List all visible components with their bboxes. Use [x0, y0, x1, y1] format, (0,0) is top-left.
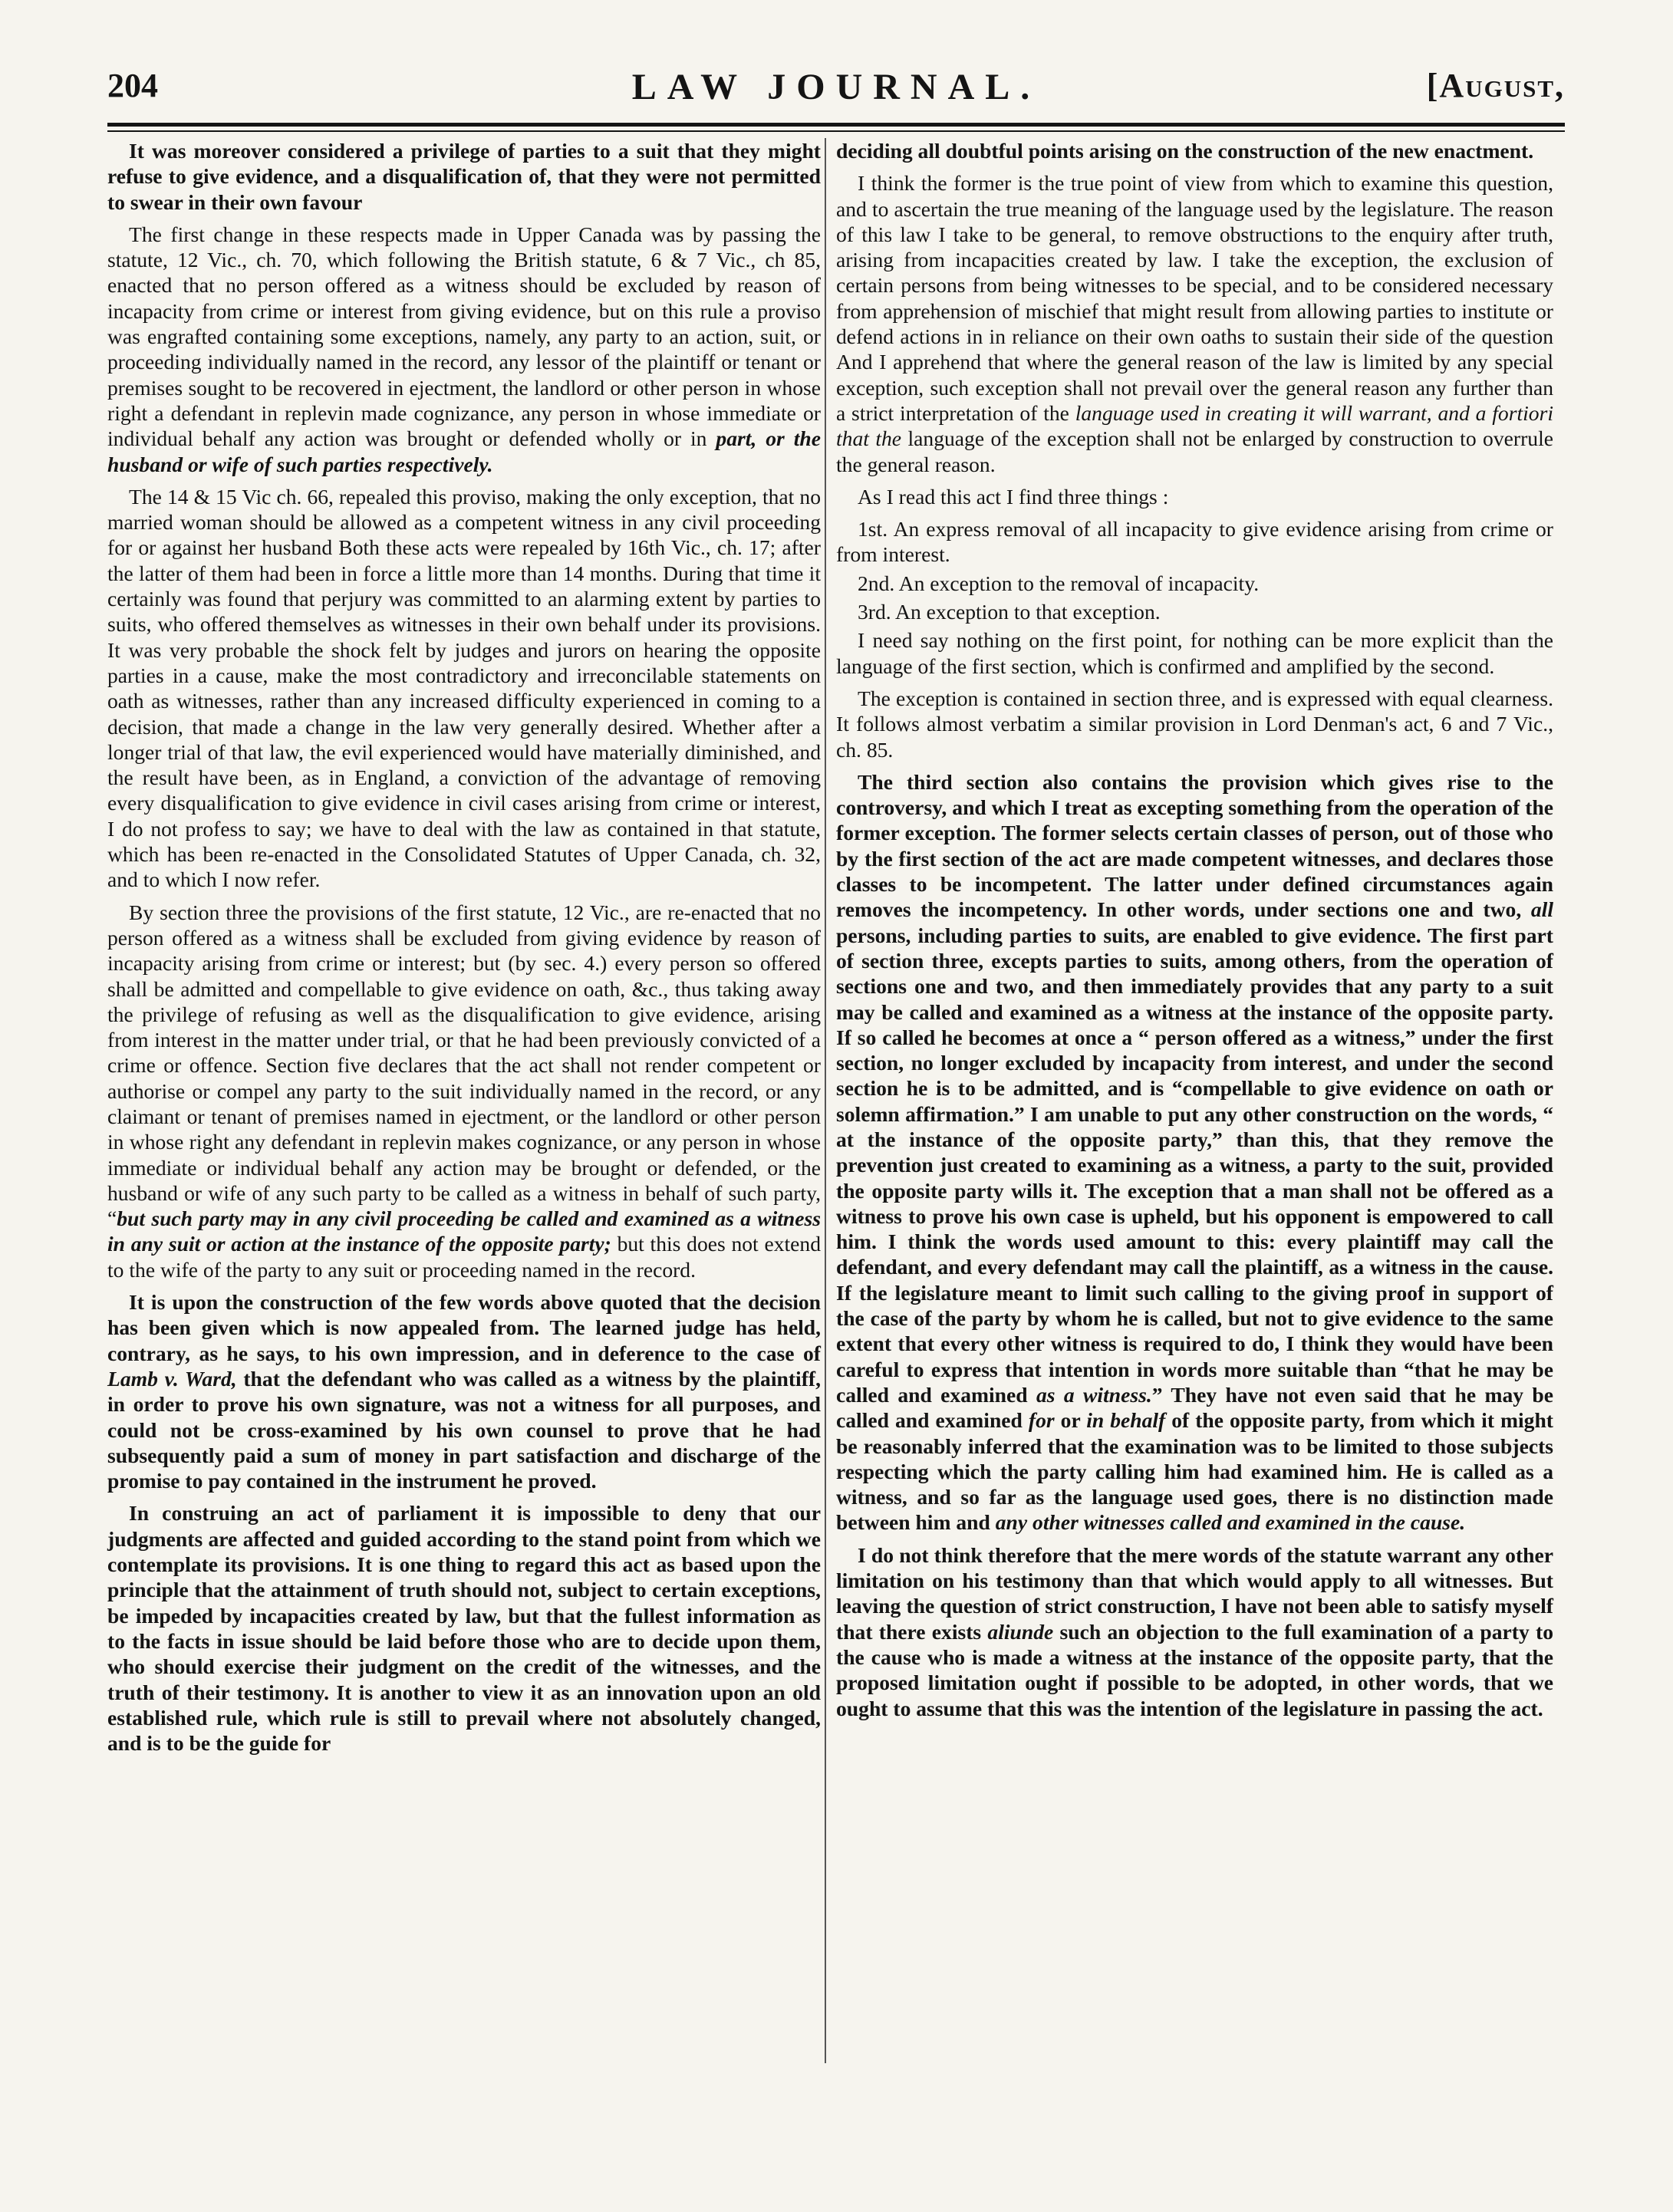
paragraph	[107, 222, 821, 477]
header-rule-thin	[107, 130, 1565, 132]
paragraph-text: The third section also contains the provision which gives rise to the controversy, and which I treat as excepting something from the operation of the former exception. The former selects certain classes of person, out of those who by the first section of the act are made competent witnesses, and declares those classes to be incompetent. The latter under defined circumstances again removes the incompetency. In other words, under sections one and two,	[836, 769, 1553, 922]
paragraph: As I read this act I find three things :	[858, 484, 1169, 509]
paragraph	[836, 170, 1553, 477]
paragraph-text: persons, including parties to suits, are enabled to give evidence. The first part of section three, excepts parties to suits, among others, from the operation of sections one and two, and then immediately provides that any party to a suit may be called and examined as a witness at the instance of the opposite party. If so called he becomes at once a “ person offered as a witness,” under the first section, no longer excluded by incapacity from interest, and under the second section he is to be admitted, and is “compellable to give evidence on oath or solemn affirmation.” I am unable to put any other construction on the words, “ at the instance of the opposite party,” than this, that they remove the prevention just created to examining as a witness, a party to the suit, provided the opposite party wills it. The exception that a man shall not be offered as a witness to prove his own case is upheld, but his opponent is empowered to call him. I think the words used amount to this: every plaintiff may call the defendant, and every defendant may call the plaintiff, as a witness in the cause. If the legislature meant to limit such calling to the giving proof in support of the case of the party by whom he is called, but not to give evidence to the same extent that every other witness is required to do, I think they would have been careful to express that intention in words more suitable than “that he may be called and examined	[836, 923, 1553, 1407]
italic-text: for	[1028, 1408, 1055, 1433]
right-column	[836, 138, 1553, 1728]
header-month: [August,	[1426, 67, 1565, 104]
paragraph: In construing an act of parliament it is impossible to deny that our judgments are affected and guided according to the stand point from which we contemplate its provisions. It is one thing to regard this act as based upon the principle that the attainment of truth should not, subject to certain exceptions, be impeded by incapacities created by law, but that the fullest information as to the facts in issue should be laid before those who are to decide upon them, who should exercise their judgment on the credit of the witnesses, and the truth of their testimony. It is another to view it as an innovation upon an old established rule, which rule is still to prevail where not absolutely changed, and is to be the guide for	[107, 1501, 821, 1756]
italic-text: all	[1530, 897, 1553, 922]
paragraph-text: I do not think therefore that the mere words of the statute warrant any other limitation on his testimony than that which would apply to all witnesses. But leaving the question of strict construction, I have not been able to satisfy myself that there exists	[836, 1542, 1553, 1644]
paragraph-text: language of the exception shall not be enlarged by construction to overrule the general reason.	[836, 426, 1553, 476]
column-divider	[825, 138, 826, 2063]
paragraph: I need say nothing on the first point, for nothing can be more explicit than the language of the first section, which is confirmed and amplified by the second.	[836, 628, 1553, 678]
paragraph: The exception is contained in section three, and is expressed with equal clearness. It follows almost verbatim a similar provision in Lord Denman's act, 6 and 7 Vic., ch. 85.	[836, 686, 1553, 762]
paragraph-text: but this does not extend to the wife of the party to any suit or proceeding named in the record.	[107, 1232, 821, 1282]
list-item: 1st. An express removal of all incapacity to give evidence arising from crime or from interest.	[836, 517, 1553, 567]
paragraph: deciding all doubtful points arising on the construction of the new enactment.	[836, 139, 1534, 163]
paragraph: It was moreover considered a privilege of parties to a suit that they might refuse to give evidence, and a disqualification of, that they were not permitted to swear in their own favour	[107, 139, 821, 214]
italic-text: aliunde	[987, 1619, 1054, 1644]
paragraph-text: that the defendant who was called as a witness by the plaintiff, in order to prove his own signature, was not a witness for all purposes, and could not be cross-examined by his own counsel to prove that he had subsequently paid a sum of money in part satisfaction and discharge of the promise to pay contained in the instrument he proved.	[107, 1366, 821, 1493]
list-item: 2nd. An exception to the removal of incapacity.	[858, 571, 1260, 595]
header-rule-thick	[107, 123, 1565, 127]
case-name: Lamb v. Ward,	[107, 1366, 237, 1391]
italic-text: in behalf	[1086, 1408, 1166, 1433]
paragraph	[107, 1289, 821, 1493]
paragraph: The 14 & 15 Vic ch. 66, repealed this proviso, making the only exception, that no married woman should be allowed as a competent witness in any civil proceeding for or against her husband Both these acts were repealed by 16th Vic., ch. 17; after the latter of them had been in force a little more than 14 months. During that time it certainly was found that perjury was committed to an alarming extent by parties to suits, who offered themselves as witnesses in their own behalf under its provisions. It was very probable the shock felt by judges and jurors on hearing the opposite parties in a cause, make the most contradictory and irreconcilable statements on oath as witnesses, rather than any increased difficulty experienced in coming to a decision, that made a change in the law very generally desired. Whether after a longer trial of that law, the evil experienced would have materially diminished, and the result have been, as in England, a conviction of the advantage of removing every disqualification to give evidence in civil cases arising from crime or interest, I do not profess to say; we have to deal with the law as contained in that statute, which has been re-enacted in the Consolidated Statutes of Upper Canada, ch. 32, and to which I now refer.	[107, 484, 821, 892]
paragraph-text: The first change in these respects made in Upper Canada was by passing the statute, 12 Vic., ch. 70, which following the British statute, 6 & 7 Vic., ch 85, enacted that no person offered as a witness should be excluded by reason of incapacity from crime or interest from giving evidence, but on this rule a proviso was engrafted containing some exceptions, namely, any party to an action, suit, or proceeding individually named in the record, any lessor of the plaintiff or tenant or premises sought to be recovered in ejectment, the landlord or other person in whose right a defendant in replevin made cognizance, any person in whose immediate or individual behalf any action was brought or defended wholly or in	[107, 222, 821, 451]
running-header	[107, 66, 1565, 120]
paragraph-text: or	[1054, 1408, 1087, 1433]
paragraph-text: By section three the provisions of the first statute, 12 Vic., are re-enacted that no person offered as a witness shall be excluded from giving evidence by reason of incapacity arising from crime or interest; but (by sec. 4.) every person so offered shall be admitted and compellable to give evidence on oath, &c., thus taking away the privilege of refusing as well as the disqualification to give evidence, arising from interest in the matter under trial, or that he had been previously convicted of a crime or offence. Section five declares that the act shall not render competent or authorise or compel any party to the suit individually named in the record, or any claimant or tenant of premises named in ejectment, or the landlord or other person in whose right any defendant in replevin makes cognizance, or any person in whose immediate or individual behalf any action may be brought or defended, or the husband or wife of any such party to be called as a witness in behalf of such party, “	[107, 900, 821, 1231]
list-item: 3rd. An exception to that exception.	[858, 600, 1161, 624]
paragraph-text: of the opposite party, from which it might be reasonably inferred that the examination was to be limited to those subjects respecting which the party calling him had examined him. He is called as a witness, and so far as the language used goes, there is no distinction made between him and	[836, 1408, 1553, 1535]
paragraph	[836, 769, 1553, 1536]
paragraph	[836, 1542, 1553, 1721]
italic-text: language used in creating it will warrant, and a fortiori that the	[836, 400, 1553, 451]
paragraph-text: I think the former is the true point of view from which to examine this question, and to ascertain the true meaning of the language used by the legislature. The reason of this law I take to be general, to remove obstructions to the enquiry after truth, arising from incapacities created by law. I take the exception, the exclusion of certain persons from being witnesses to be special, and to be considered necessary from apprehension of mischief that might result from allowing parties to institute or defend actions in in reliance on their own oaths to sustain their side of the question And I apprehend that where the general reason of the law is limited by any special exception, such exception shall not prevail over the general reason any further than a strict interpretation of the	[836, 171, 1553, 425]
page-number: 204	[107, 67, 158, 104]
paragraph	[107, 900, 821, 1282]
italic-text: part, or the husband or wife of such parties respectively.	[107, 426, 821, 476]
paragraph-text: such an objection to the full examination of a party to the cause who is made a witness at the instance of the opposite party, that the proposed limitation ought if possible to be adopted, in other words, that we ought to assume that this was the intention of the legislature in passing the act.	[836, 1619, 1553, 1720]
left-column	[107, 138, 821, 1763]
journal-title: LAW JOURNAL.	[631, 67, 1041, 107]
paragraph-text: It is upon the construction of the few words above quoted that the decision has been given which is now appealed from. The learned judge has held, contrary, as he says, to his own impression, and in deference to the case of	[107, 1290, 821, 1365]
paragraph-text: ” They have not even said that he may be called and examined	[836, 1382, 1553, 1433]
italic-text: as a witness.	[1036, 1382, 1152, 1407]
italic-text: but such party may in any civil proceeding be called and examined as a witness in any suit or action at the instance of the opposite party;	[107, 1206, 821, 1256]
italic-text: any other witnesses called and examined in the cause.	[995, 1510, 1466, 1535]
